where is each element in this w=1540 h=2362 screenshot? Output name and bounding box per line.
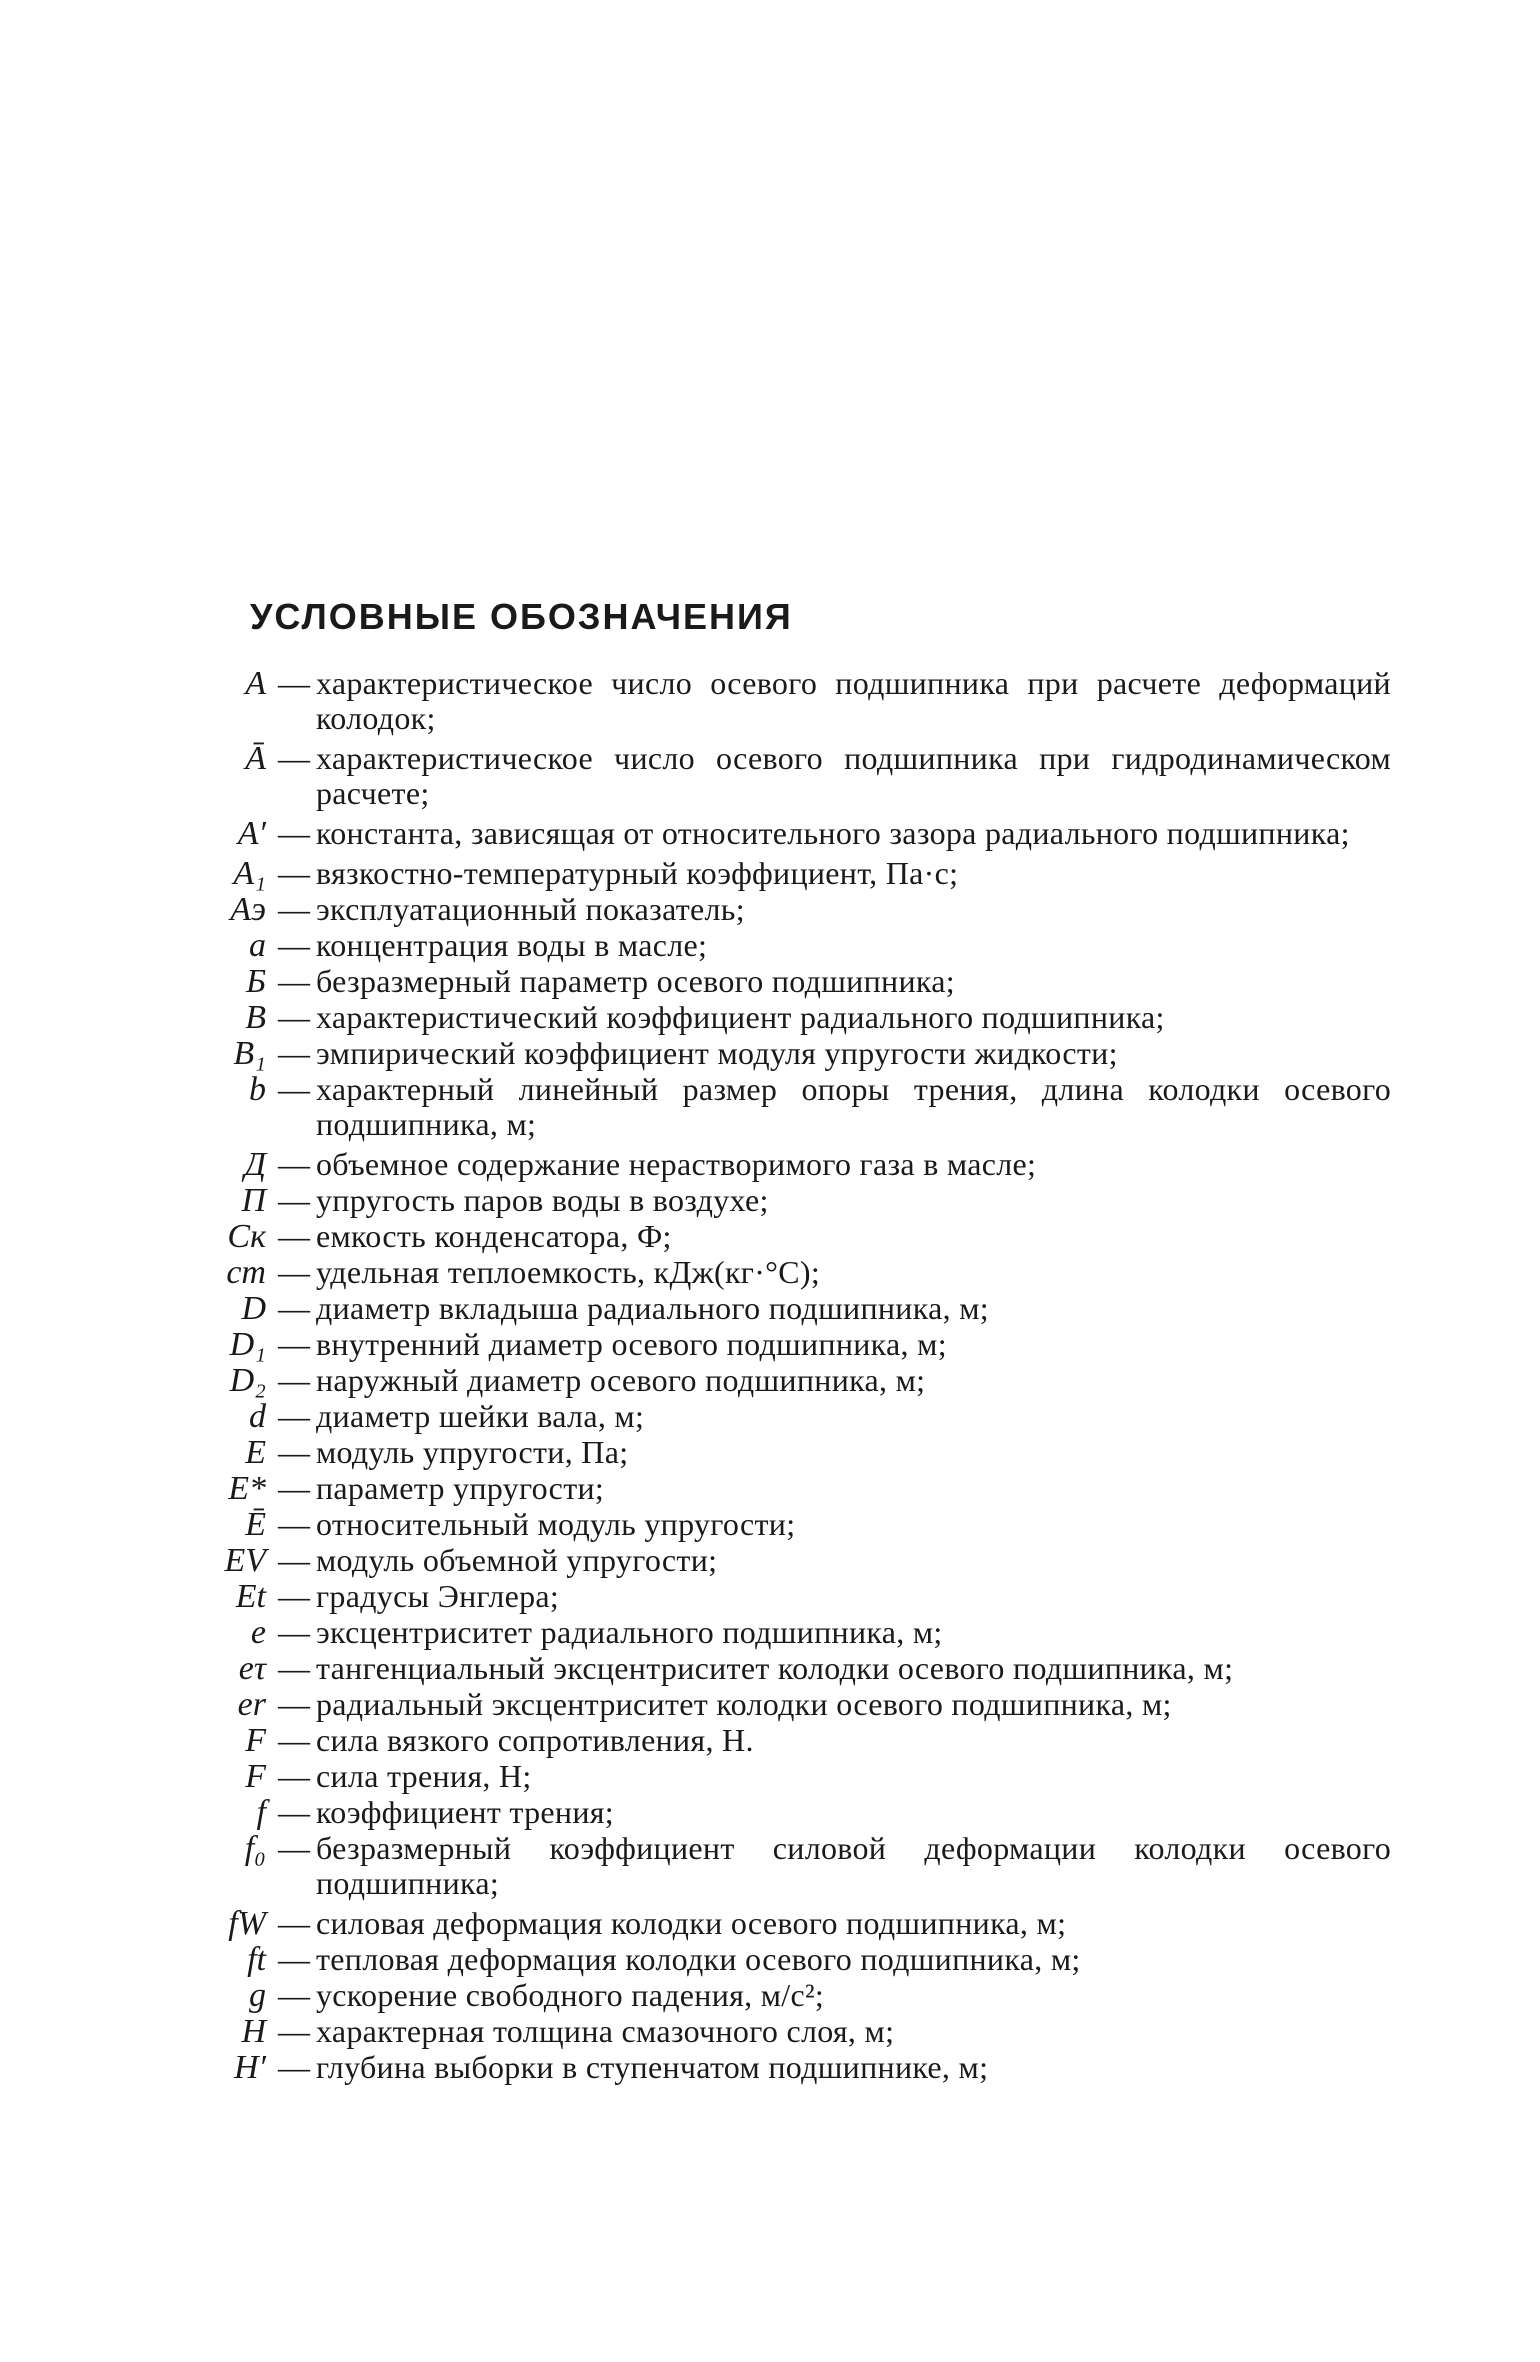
definition: характерный линейный размер опоры трения, длина колодки осевого подшипника, м; (316, 1071, 1391, 1142)
symbol: a (249, 927, 266, 964)
list-item (0, 928, 1540, 963)
dash: — (278, 963, 310, 999)
symbol: d (249, 1398, 266, 1435)
symbol: f (256, 1794, 266, 1831)
dash: — (278, 1830, 310, 1866)
symbol: A₁ (233, 855, 266, 892)
definition: объемное содержание нерастворимого газа в масле; (316, 1146, 1037, 1182)
symbol: e (250, 1614, 266, 1651)
definition: емкость конденсатора, Ф; (316, 1218, 672, 1254)
dash: — (278, 1290, 310, 1326)
list-item (0, 1543, 1540, 1578)
symbol: er (237, 1686, 266, 1723)
dash: — (278, 1035, 310, 1071)
symbol: eτ (238, 1650, 266, 1687)
definition: характерная толщина смазочного слоя, м; (316, 2013, 895, 2049)
list-item (0, 1507, 1540, 1542)
list-item (0, 1000, 1540, 1035)
dash: — (278, 1506, 310, 1542)
symbol: F (245, 1758, 266, 1795)
list-item (0, 1795, 1540, 1830)
dash: — (278, 815, 310, 851)
list-item (0, 1651, 1540, 1686)
list-item (0, 1906, 1540, 1941)
symbol: b (249, 1071, 266, 1108)
dash: — (278, 1650, 310, 1686)
definition: упругость паров воды в воздухе; (316, 1182, 769, 1218)
definition: удельная теплоемкость, кДж(кг·°С); (316, 1254, 821, 1290)
definition: градусы Энглера; (316, 1578, 560, 1614)
definition: характеристическое число осевого подшипника при расчете деформаций колодок; (316, 665, 1391, 736)
symbol: D₂ (229, 1362, 266, 1399)
definition: тепловая деформация колодки осевого подшипника, м; (316, 1941, 1081, 1977)
list-item (0, 1327, 1540, 1362)
definition: наружный диаметр осевого подшипника, м; (316, 1362, 926, 1398)
definition: характеристическое число осевого подшипника при гидродинамическом расчете; (316, 740, 1391, 811)
list-item (0, 2050, 1540, 2085)
list-item (0, 1072, 1540, 1142)
definition: безразмерный коэффициент силовой деформации колодки осевого подшипника; (316, 1830, 1391, 1901)
definition: радиальный эксцентриситет колодки осевого подшипника, м; (316, 1686, 1172, 1722)
definition: ускорение свободного падения, м/с²; (316, 1977, 825, 2013)
symbol: f₀ (244, 1830, 266, 1867)
list-item (0, 1219, 1540, 1254)
list-item (0, 1147, 1540, 1182)
list-item (0, 1579, 1540, 1614)
dash: — (278, 1758, 310, 1794)
dash: — (278, 1722, 310, 1758)
symbol: Ē (245, 1506, 266, 1543)
symbol: D₁ (229, 1326, 266, 1363)
definition: тангенциальный эксцентриситет колодки осевого подшипника, м; (316, 1650, 1234, 1686)
symbol: E* (228, 1470, 266, 1507)
dash: — (278, 891, 310, 927)
list-item (0, 1435, 1540, 1470)
symbol: Aэ (230, 891, 266, 928)
symbol: E (245, 1434, 266, 1471)
definition: сила вязкого сопротивления, Н. (316, 1722, 754, 1758)
symbol: fW (228, 1905, 266, 1942)
definition: сила трения, Н; (316, 1758, 532, 1794)
dash: — (278, 2049, 310, 2085)
list-item (0, 1471, 1540, 1506)
symbol: Et (235, 1578, 266, 1615)
dash: — (278, 1071, 310, 1107)
dash: — (278, 1434, 310, 1470)
dash: — (278, 999, 310, 1035)
symbol: Cк (227, 1218, 266, 1255)
symbol: H (241, 2013, 266, 2050)
symbol: П (241, 1182, 266, 1219)
definition: параметр упругости; (316, 1470, 605, 1506)
dash: — (278, 927, 310, 963)
list-item (0, 1399, 1540, 1434)
symbol: Б (245, 963, 266, 1000)
dash: — (278, 1254, 310, 1290)
symbol: Ā (245, 740, 266, 777)
symbol: EV (224, 1542, 266, 1579)
definition: эксплуатационный показатель; (316, 891, 745, 927)
list-item (0, 666, 1540, 736)
definition: эмпирический коэффициент модуля упругости жидкости; (316, 1035, 1118, 1071)
definition: безразмерный параметр осевого подшипника; (316, 963, 955, 999)
symbol: ft (247, 1941, 266, 1978)
symbol: B₁ (233, 1035, 266, 1072)
list-item (0, 856, 1540, 891)
definition: эксцентриситет радиального подшипника, м; (316, 1614, 943, 1650)
symbol: g (249, 1977, 266, 2014)
symbol: A′ (237, 815, 266, 852)
dash: — (278, 1578, 310, 1614)
list-item (0, 1942, 1540, 1977)
list-item (0, 964, 1540, 999)
list-item (0, 1255, 1540, 1290)
dash: — (278, 1614, 310, 1650)
list-item (0, 892, 1540, 927)
symbol: B (245, 999, 266, 1036)
dash: — (278, 1326, 310, 1362)
symbol: A (245, 665, 266, 702)
symbol: H′ (234, 2049, 266, 2086)
notation-list (0, 666, 1540, 2086)
definition: модуль объемной упругости; (316, 1542, 718, 1578)
definition: коэффициент трения; (316, 1794, 614, 1830)
dash: — (278, 1905, 310, 1941)
dash: — (278, 665, 310, 701)
definition: модуль упругости, Па; (316, 1434, 629, 1470)
list-item (0, 1978, 1540, 2013)
dash: — (278, 1146, 310, 1182)
dash: — (278, 1398, 310, 1434)
dash: — (278, 1182, 310, 1218)
dash: — (278, 1470, 310, 1506)
list-item (0, 1363, 1540, 1398)
definition: силовая деформация колодки осевого подшипника, м; (316, 1905, 1067, 1941)
dash: — (278, 1542, 310, 1578)
list-item (0, 1036, 1540, 1071)
definition: диаметр вкладыша радиального подшипника, м; (316, 1290, 989, 1326)
definition: концентрация воды в масле; (316, 927, 708, 963)
dash: — (278, 1794, 310, 1830)
definition: константа, зависящая от относительного зазора радиального подшипника; (316, 815, 1350, 851)
dash: — (278, 1362, 310, 1398)
symbol: F (245, 1722, 266, 1759)
symbol: Д (244, 1146, 266, 1183)
definition: характеристический коэффициент радиального подшипника; (316, 999, 1165, 1035)
page-title: УСЛОВНЫЕ ОБОЗНАЧЕНИЯ (250, 596, 793, 637)
symbol: D (241, 1290, 266, 1327)
dash: — (278, 1941, 310, 1977)
dash: — (278, 1686, 310, 1722)
dash: — (278, 855, 310, 891)
list-item (0, 1291, 1540, 1326)
dash: — (278, 1218, 310, 1254)
list-item (0, 1615, 1540, 1650)
definition: внутренний диаметр осевого подшипника, м; (316, 1326, 947, 1362)
definition: вязкостно-температурный коэффициент, Па·с; (316, 855, 959, 891)
list-item (0, 1831, 1540, 1901)
list-item (0, 1723, 1540, 1758)
definition: диаметр шейки вала, м; (316, 1398, 645, 1434)
list-item (0, 1183, 1540, 1218)
list-item (0, 741, 1540, 811)
symbol: cт (226, 1254, 266, 1291)
dash: — (278, 2013, 310, 2049)
list-item (0, 2014, 1540, 2049)
dash: — (278, 1977, 310, 2013)
list-item (0, 816, 1540, 851)
dash: — (278, 740, 310, 776)
definition: относительный модуль упругости; (316, 1506, 796, 1542)
list-item (0, 1759, 1540, 1794)
definition: глубина выборки в ступенчатом подшипнике, м; (316, 2049, 989, 2085)
list-item (0, 1687, 1540, 1722)
